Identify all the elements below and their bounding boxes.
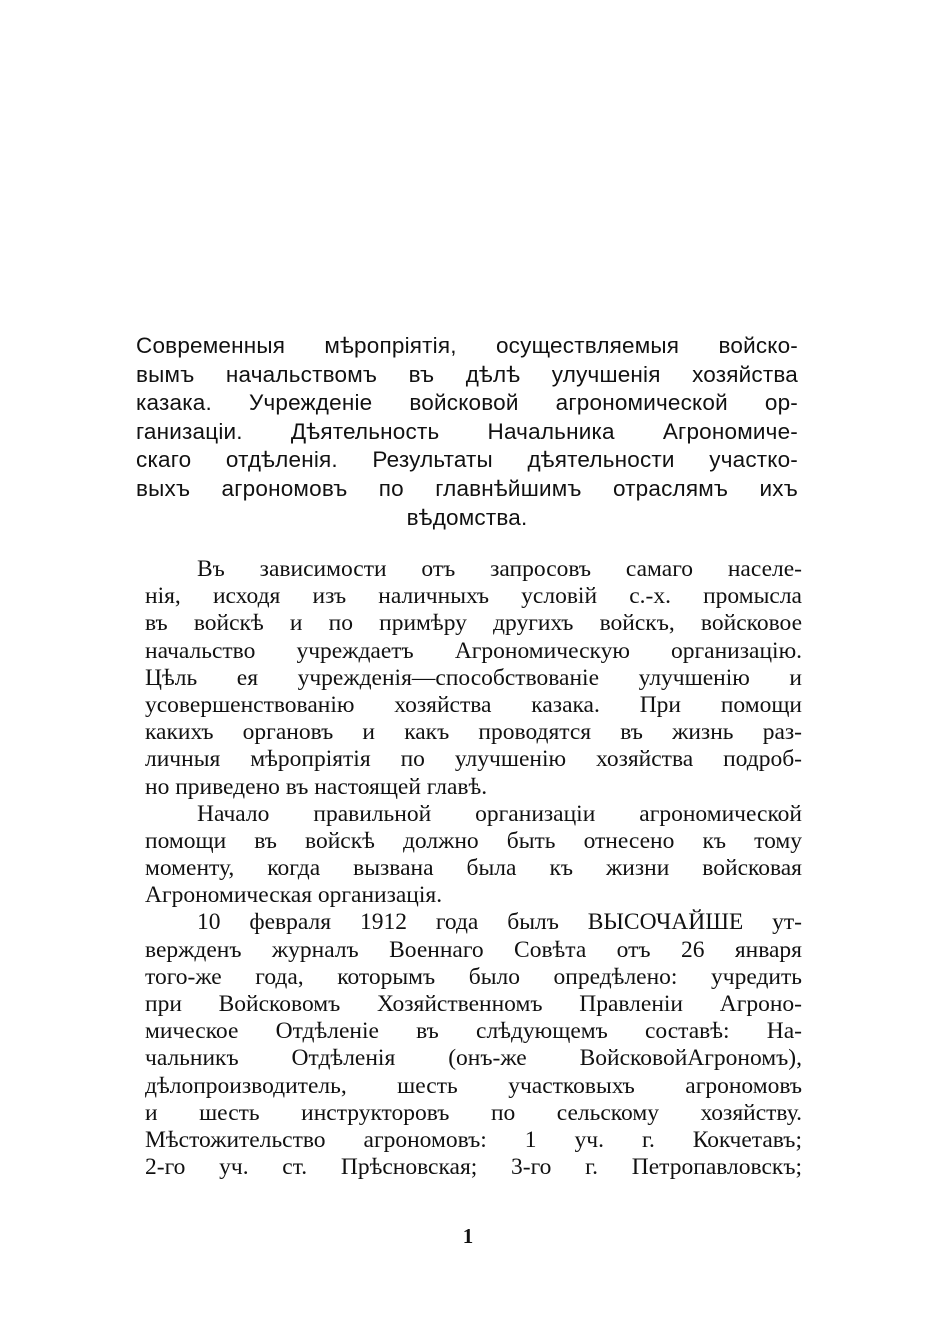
body-line: чальникъ Отдѣленія (онъ-же ВойсковойАгрономъ),: [145, 1045, 802, 1072]
body-line: Агрономическая организація.: [145, 882, 443, 909]
summary-line: скаго отдѣленія. Результаты дѣятельности участко-: [136, 447, 798, 473]
summary-line: вымъ начальствомъ въ дѣлѣ улучшенія хозяйства: [136, 361, 798, 387]
page-number: 1: [462, 1224, 474, 1248]
body-line: личныя мѣропріятія по улучшенію хозяйства подроб-: [145, 746, 802, 773]
body-line: вержденъ журналъ Военнаго Совѣта отъ 26 января: [145, 936, 802, 963]
summary-line: выхъ агрономовъ по главнѣйшимъ отраслямъ ихъ: [136, 475, 798, 501]
body-line: моменту, когда вызвана была къ жизни войсковая: [145, 855, 802, 882]
body-line: 2-го уч. ст. Прѣсновская; 3-го г. Петропавловскъ;: [145, 1154, 802, 1181]
body-line: въ войскѣ и по примѣру другихъ войскъ, войсковое: [145, 610, 802, 637]
body-text: [145, 556, 802, 1181]
body-line: какихъ органовъ и какъ проводятся въ жизнь раз-: [145, 719, 802, 746]
body-line: усовершенствованію хозяйства казака. При помощи: [145, 691, 802, 718]
body-line: того-же года, которымъ было опредѣлено: учредить: [145, 963, 802, 990]
body-line: нія, исходя изъ наличныхъ условій с.-х. промысла: [145, 583, 802, 610]
body-line: но приведено въ настоящей главѣ.: [145, 773, 488, 800]
body-line: Мѣстожительство агрономовъ: 1 уч. г. Кокчетавъ;: [145, 1126, 802, 1153]
summary-line: казака. Учрежденіе войсковой агрономической ор-: [136, 390, 798, 416]
body-line: Начало правильной организаціи агрономической: [197, 800, 802, 827]
summary-line: вѣдомства.: [406, 504, 528, 530]
summary-line: Современныя мѣропріятія, осуществляемыя войско-: [136, 333, 798, 358]
body-line: и шесть инструкторовъ по сельскому хозяйству.: [145, 1099, 802, 1126]
body-line: дѣлопроизводитель, шесть участковыхъ агрономовъ: [145, 1072, 802, 1099]
body-line: помощи въ войскѣ должно быть отнесено къ тому: [145, 827, 802, 854]
body-line: начальство учреждаетъ Агрономическую организацію.: [145, 637, 802, 664]
body-line: 10 февраля 1912 года былъ ВЫСОЧАЙШЕ ут-: [197, 909, 802, 936]
chapter-summary: [136, 332, 798, 532]
body-line: Въ зависимости отъ запросовъ самаго населе-: [197, 556, 802, 582]
body-line: мическое Отдѣленіе въ слѣдующемъ составѣ: На-: [145, 1018, 802, 1045]
body-line: при Войсковомъ Хозяйственномъ Правленіи Агроно-: [145, 991, 802, 1017]
body-line: Цѣль ея учрежденія—способствованіе улучшенію и: [145, 664, 802, 691]
summary-line: ганизаціи. Дѣятельность Начальника Агрономиче-: [136, 418, 798, 444]
